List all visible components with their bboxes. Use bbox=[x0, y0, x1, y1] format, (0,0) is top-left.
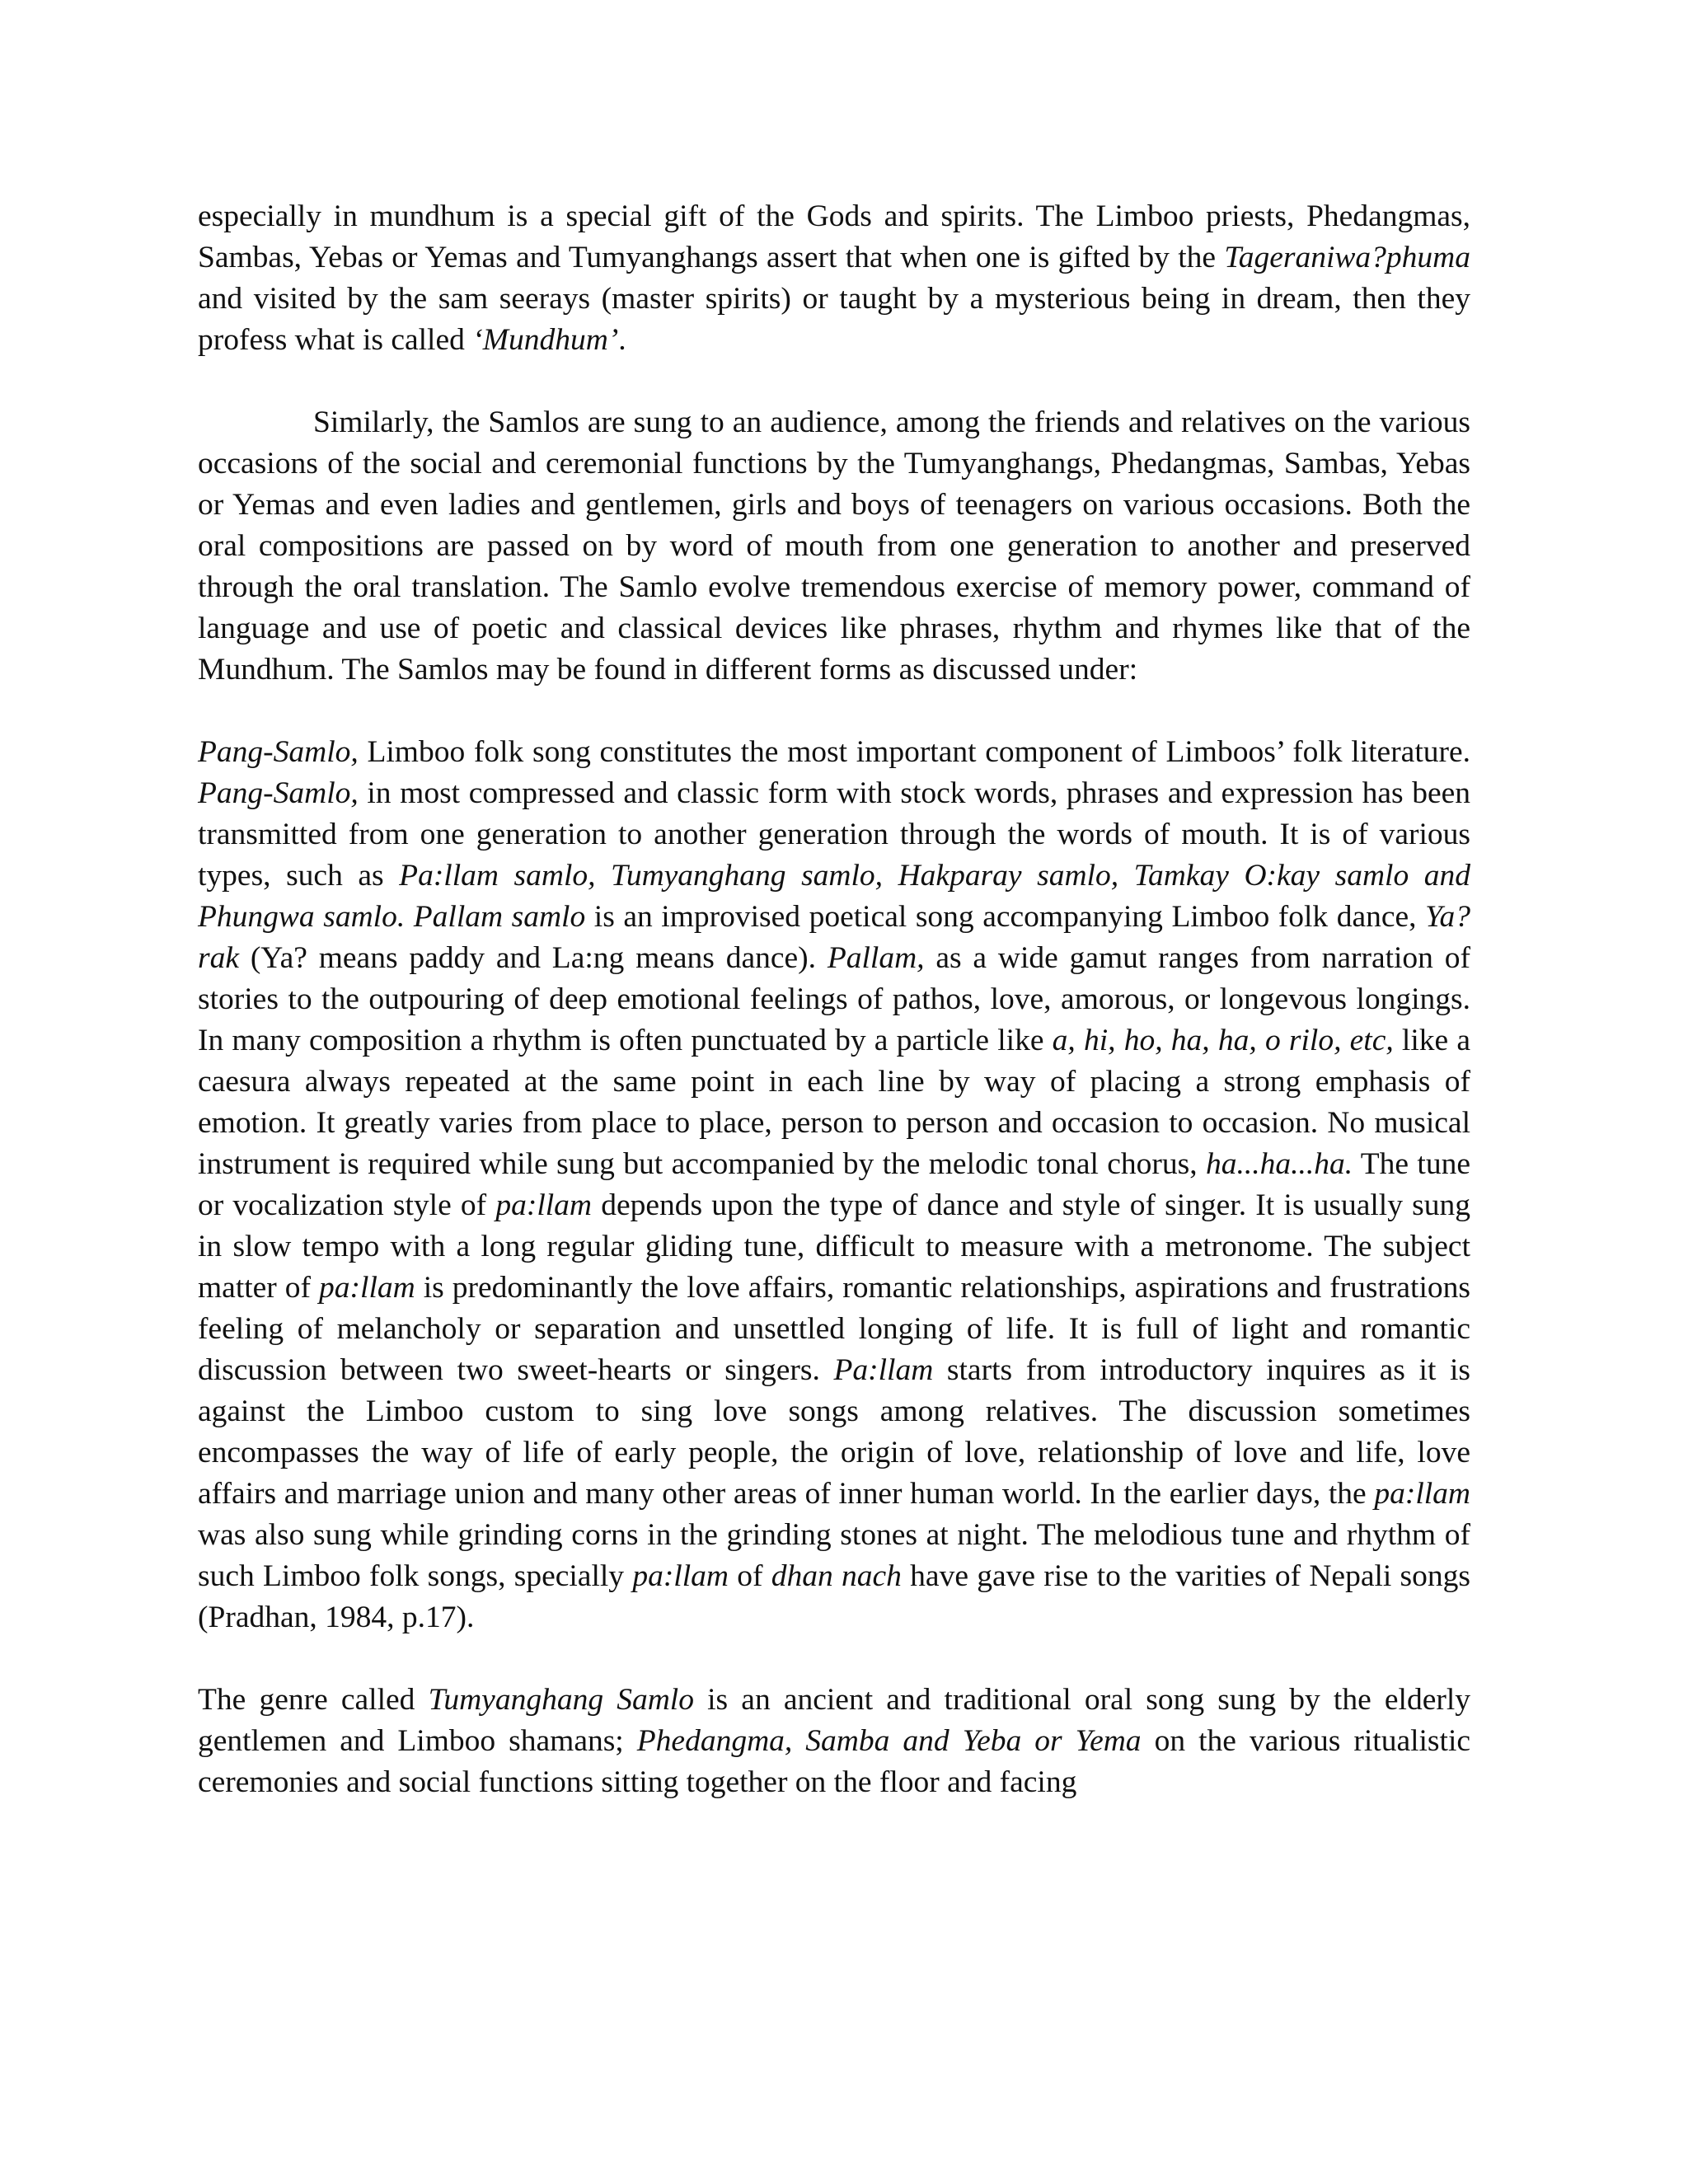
text-run: and visited by the sam seerays (master spirits) or taught by a mysterious being in dream, then they profess what is called bbox=[198, 282, 1470, 357]
italic-term: a, hi, ho, ha, ha, o rilo, etc, bbox=[1052, 1024, 1394, 1057]
body-paragraph bbox=[198, 196, 1470, 361]
italic-term: Pang-Samlo, bbox=[198, 735, 359, 769]
body-paragraph bbox=[198, 732, 1470, 1638]
text-run: of bbox=[728, 1559, 771, 1593]
italic-term: pa:llam bbox=[1374, 1477, 1470, 1511]
document-page bbox=[198, 196, 1470, 1803]
italic-term: pa:llam bbox=[632, 1559, 729, 1593]
text-run: is an ancient and traditional oral song sung by the elderly gentlemen and Limboo shamans; bbox=[198, 1683, 1471, 1758]
text-run: have gave rise to the varities of Nepali songs (Pradhan, 1984, p.17). bbox=[198, 1559, 1470, 1634]
text-run: on the various ritualistic ceremonies and social functions sitting together on the floor and facing bbox=[198, 1724, 1471, 1799]
italic-term: Pang-Samlo, bbox=[198, 776, 359, 810]
text-run: Limboo folk song constitutes the most important component of Limboos’ folk literature. bbox=[358, 735, 1470, 769]
italic-term: Pa:llam bbox=[833, 1353, 934, 1387]
text-run: The tune or vocalization style of bbox=[198, 1147, 1470, 1222]
text-run: was also sung while grinding corns in the grinding stones at night. The melodious tune and rhythm of such Limboo folk songs, specially bbox=[198, 1518, 1470, 1593]
italic-term: Phedangma, Samba and Yeba or Yema bbox=[636, 1724, 1142, 1758]
italic-term: Tumyanghang Samlo bbox=[428, 1683, 694, 1717]
text-run: like a caesura always repeated at the same point in each line by way of placing a strong emphasis of emotion. It greatly varies from place to place, person to person and occasion to occasion. No musical instrument is required while sung but accompanied by the melodic tonal chorus, bbox=[198, 1024, 1470, 1181]
italic-term: ‘Mundhum’ bbox=[472, 323, 619, 357]
text-run: in most compressed and classic form with stock words, phrases and expression has been transmitted from one generation to another generation through the words of mouth. It is of various types, such as bbox=[198, 776, 1470, 893]
body-paragraph bbox=[198, 1680, 1470, 1803]
text-run: Similarly, the Samlos are sung to an audience, among the friends and relatives on the various occasions of the social and ceremonial functions by the Tumyanghangs, Phedangmas, Sambas, Yebas or Yemas and even ladies and gentlemen, girls and boys of teenagers on various occasions. Both the oral compositions are passed on by word of mouth from one generation to another and preserved through the oral translation. The Samlo evolve tremendous exercise of memory power, command of language and use of poetic and classical devices like phrases, rhythm and rhymes like that of the Mundhum. The Samlos may be found in different forms as discussed under: bbox=[198, 405, 1470, 687]
text-run: as a wide gamut ranges from narration of stories to the outpouring of deep emotional feelings of pathos, love, amorous, or longevous longings. In many composition a rhythm is often punctuated by a particle like bbox=[198, 941, 1470, 1057]
italic-term: Tageraniwa?phuma bbox=[1224, 241, 1470, 274]
italic-term: Ya?rak bbox=[198, 900, 1471, 975]
body-paragraph bbox=[198, 402, 1470, 691]
text-run: is predominantly the love affairs, romantic relationships, aspirations and frustrations feeling of melancholy or separation and unsettled longing of life. It is full of light and romantic discussion between two sweet-hearts or singers. bbox=[198, 1271, 1470, 1387]
text-run: starts from introductory inquires as it is against the Limboo custom to sing love songs among relatives. The discussion sometimes encompasses the way of life of early people, the origin of love, relationship of love and life, love affairs and marriage union and many other areas of inner human world. In the earlier days, the bbox=[198, 1353, 1470, 1511]
italic-term: pa:llam bbox=[319, 1271, 415, 1305]
text-run: (Ya? means paddy and La:ng means dance). bbox=[239, 941, 828, 975]
text-run: The genre called bbox=[198, 1683, 429, 1717]
text-run: especially in mundhum is a special gift of the Gods and spirits. The Limboo priests, Phedangmas, Sambas, Yebas or Yemas and Tumyanghangs assert that when one is gifted by the bbox=[198, 199, 1470, 274]
italic-term: ha...ha...ha. bbox=[1205, 1147, 1353, 1181]
text-run: . bbox=[618, 323, 626, 357]
italic-term: Pallam, bbox=[827, 941, 925, 975]
text-run: is an improvised poetical song accompanying Limboo folk dance, bbox=[585, 900, 1426, 934]
italic-term: Pa:llam samlo, Tumyanghang samlo, Hakparay samlo, Tamkay O:kay samlo and Phungwa samlo. Pallam samlo bbox=[198, 859, 1470, 934]
italic-term: dhan nach bbox=[771, 1559, 902, 1593]
text-run: depends upon the type of dance and style of singer. It is usually sung in slow tempo with a long regular gliding tune, difficult to measure with a metronome. The subject matter of bbox=[198, 1188, 1470, 1305]
italic-term: pa:llam bbox=[495, 1188, 593, 1222]
